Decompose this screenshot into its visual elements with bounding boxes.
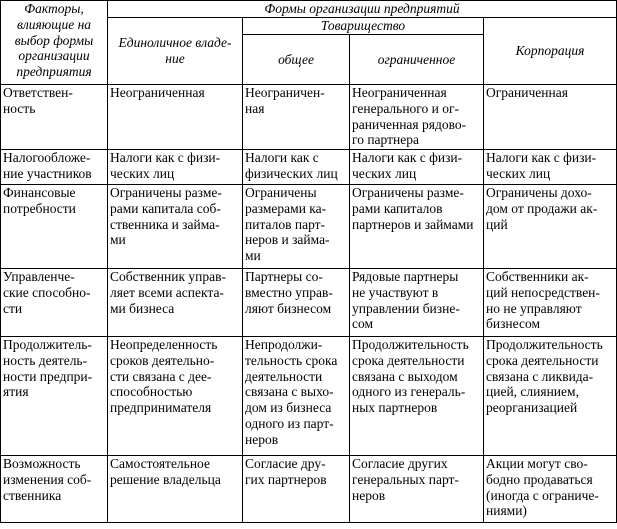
cell-sole: Собственник управ- ляет всеми аспекта- ми бизнеса — [108, 269, 243, 337]
cell-sole: Самостоятельное решение владельца — [108, 456, 243, 523]
cell-corporation: Ограниченная — [484, 85, 617, 150]
table-row — [1, 85, 617, 150]
cell-sole: Ограничены разме- рами капитала соб- ственника и займа- ми — [108, 185, 243, 269]
table-row — [1, 456, 617, 523]
cell-limited: Налоги как с физи- ческих лиц — [350, 150, 484, 185]
cell-general: Партнеры со- вместно управ- ляют бизнесом — [243, 269, 350, 337]
header-partnership: Товарищество — [243, 18, 484, 35]
cell-factor: Управленче- ские способно- сти — [1, 269, 108, 337]
cell-corporation: Налоги как с физи- ческих лиц — [484, 150, 617, 185]
cell-limited: Неограниченная генерального и ог- раниченная рядово- го партнера — [350, 85, 484, 150]
cell-factor: Возможность изменения соб- ственника — [1, 456, 108, 523]
cell-general: Ограничены размерами ка- питалов парт- неров и займа- ми — [243, 185, 350, 269]
cell-factor: Продолжитель- ность деятель- ности предпри- ятия — [1, 337, 108, 456]
table-row — [1, 337, 617, 456]
header-limited-partnership: ограниченное — [350, 35, 484, 85]
cell-corporation: Продолжительность срока деятельности связана с ликвида- цией, слиянием, реорганизацией — [484, 337, 617, 456]
cell-factor: Финансовые потребности — [1, 185, 108, 269]
cell-limited: Продолжительность срока деятельности связана с выходом одного из генераль- ных партнеров — [350, 337, 484, 456]
cell-sole: Неопределенность сроков деятельно- сти связана с дее- способностью предпринимателя — [108, 337, 243, 456]
cell-general: Непродолжи- тельность срока деятельности связана с выхо- дом из бизнеса одного из парт- неров — [243, 337, 350, 456]
cell-factor: Ответствен- ность — [1, 85, 108, 150]
cell-general: Налоги как с физических лиц — [243, 150, 350, 185]
cell-limited: Ограничены разме- рами капиталов партнеров и займами — [350, 185, 484, 269]
header-forms: Формы организации предприятий — [108, 1, 617, 18]
cell-limited: Согласие других генеральных парт- неров — [350, 456, 484, 523]
cell-general: Согласие дру- гих партнеров — [243, 456, 350, 523]
header-corporation: Корпорация — [484, 18, 617, 85]
header-general-partnership: общее — [243, 35, 350, 85]
cell-factor: Налогообложе- ние участников — [1, 150, 108, 185]
cell-corporation: Акции могут сво- бодно продаваться (иногда с ограниче- ниями) — [484, 456, 617, 523]
cell-sole: Налоги как с физи- ческих лиц — [108, 150, 243, 185]
table-row — [1, 150, 617, 185]
cell-corporation: Собственники ак- ций непосредствен- но не управляют бизнесом — [484, 269, 617, 337]
table-row — [1, 185, 617, 269]
cell-limited: Рядовые партнеры не участвуют в управлении бизне- сом — [350, 269, 484, 337]
cell-general: Неограничен- ная — [243, 85, 350, 150]
cell-sole: Неограниченная — [108, 85, 243, 150]
cell-corporation: Ограничены дохо- дом от продажи ак- ций — [484, 185, 617, 269]
table-row — [1, 269, 617, 337]
header-factors: Факторы, влияющие на выбор формы организации предприятия — [1, 1, 108, 85]
header-sole-proprietorship: Единоличное владе- ние — [108, 18, 243, 85]
